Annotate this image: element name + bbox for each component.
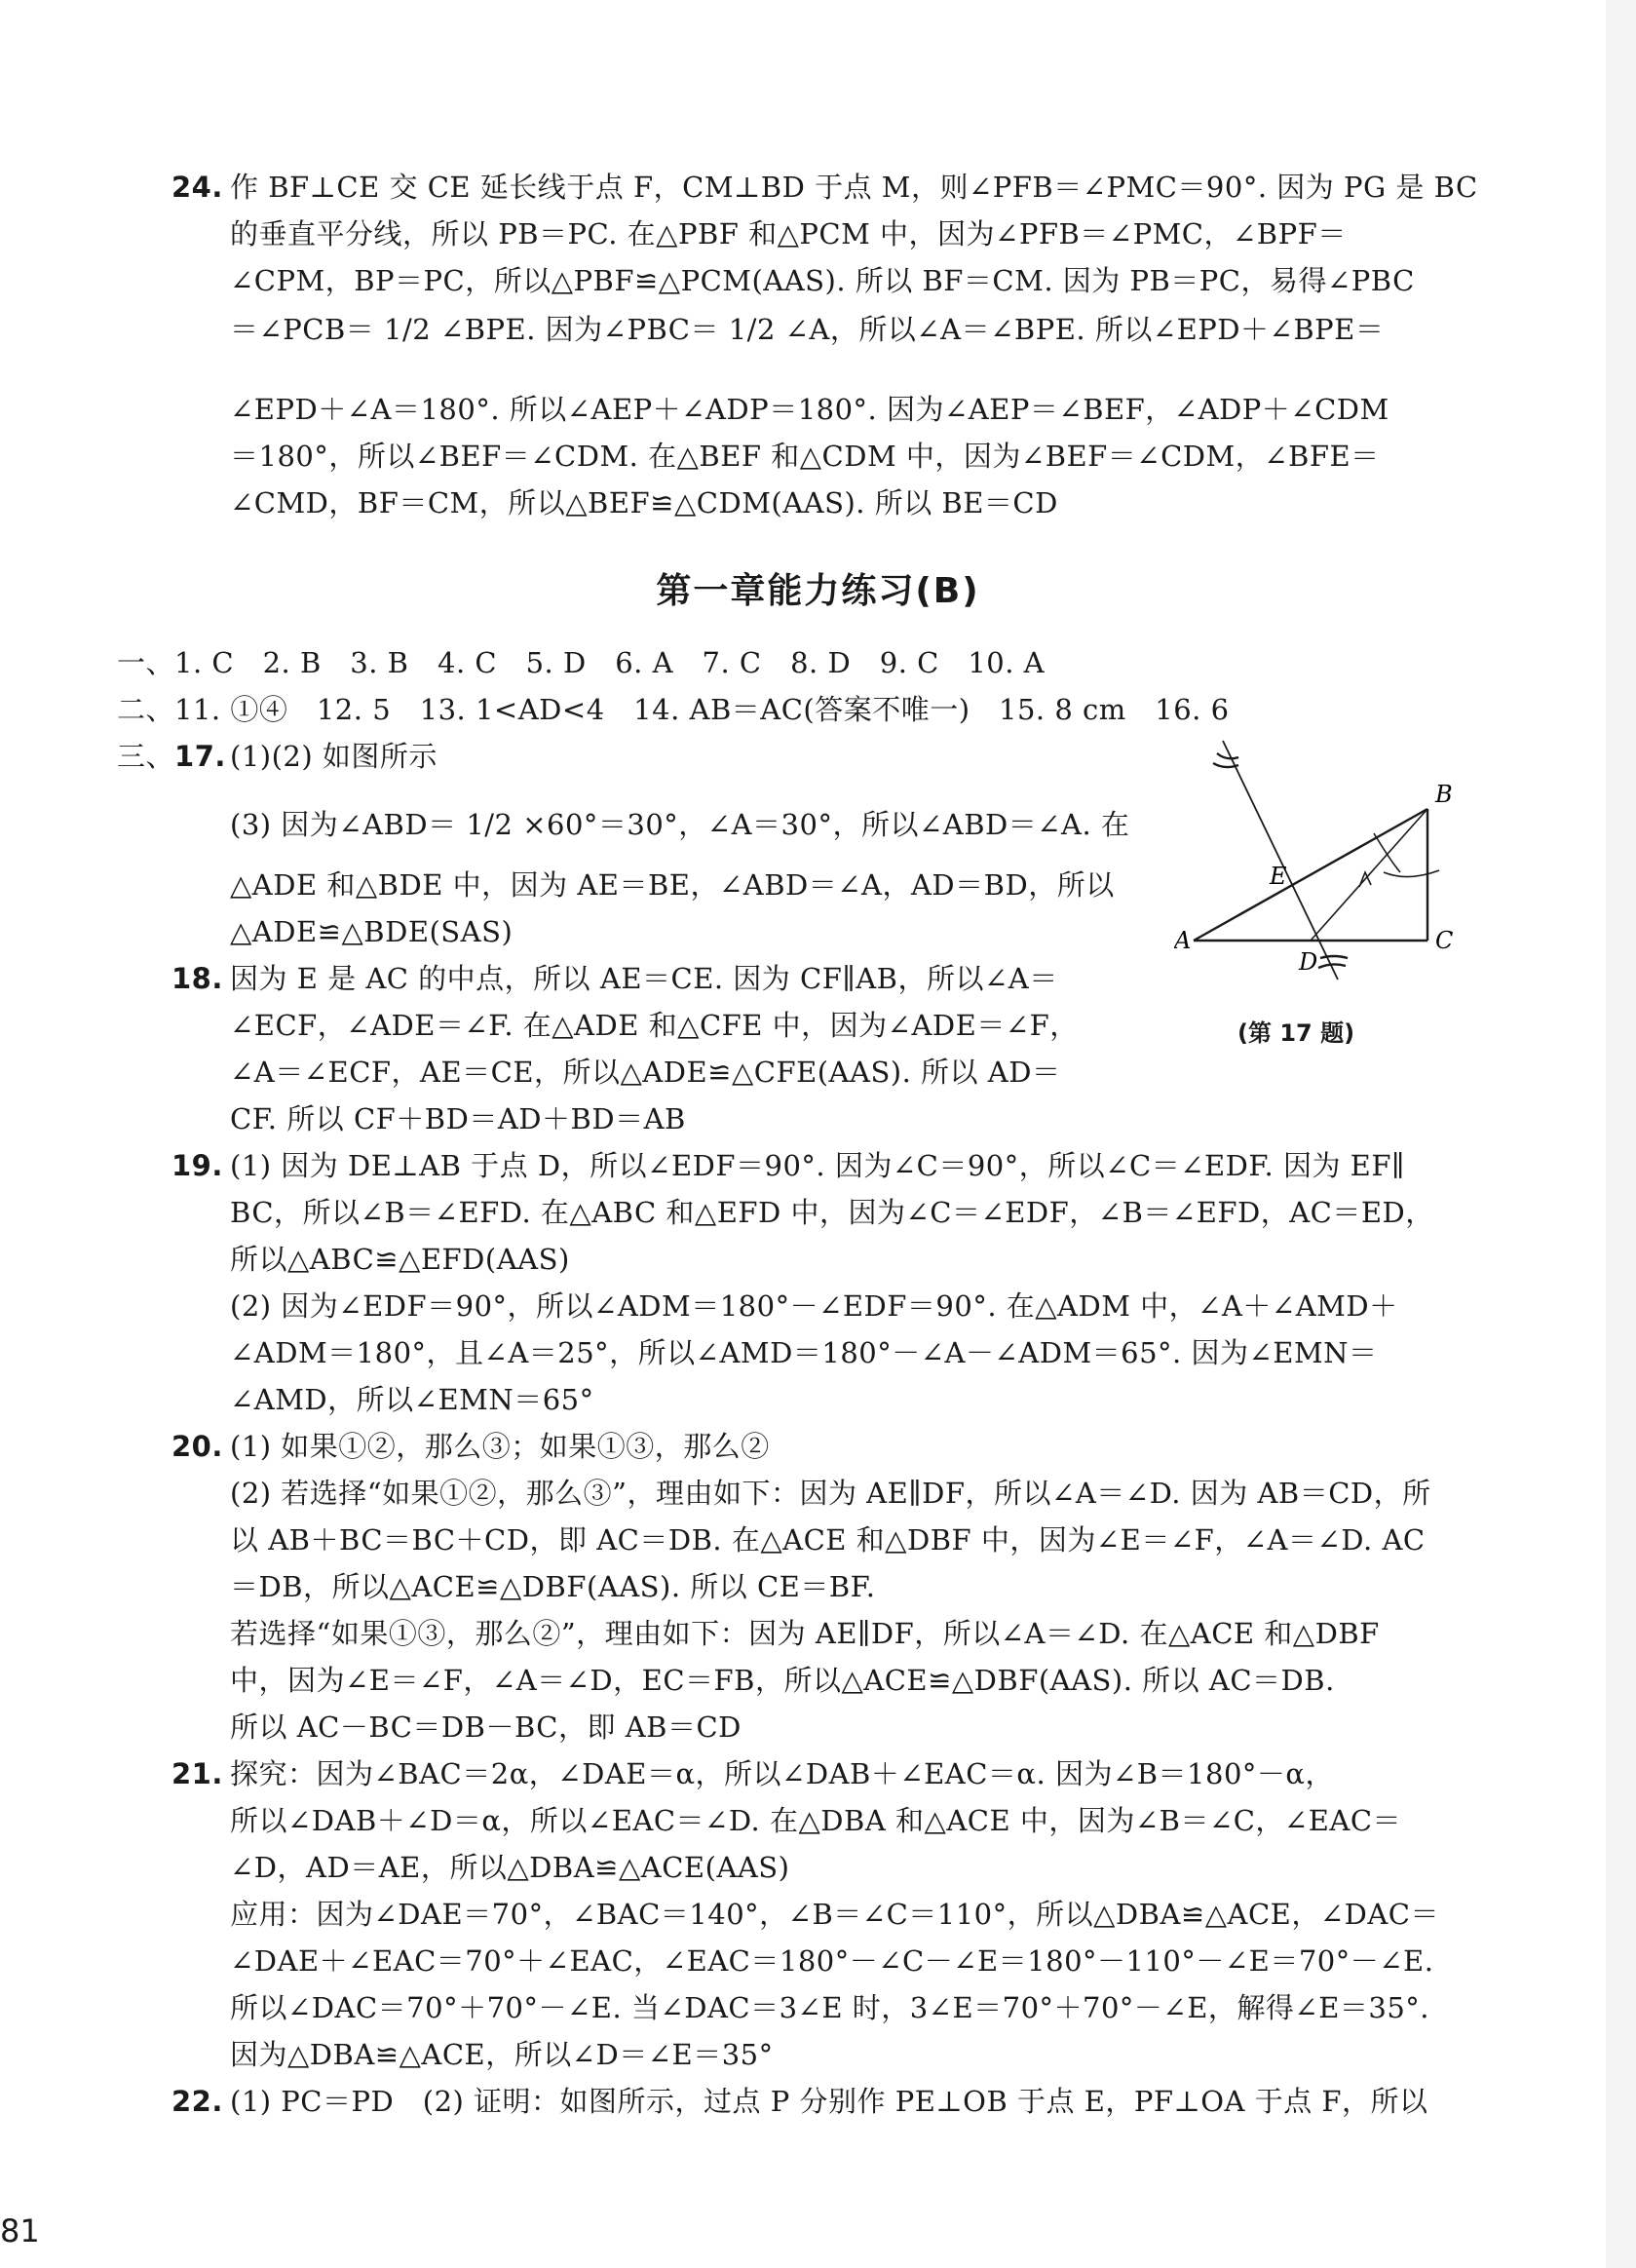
q24-line-7: ∠CMD，BF＝CM，所以△BEF≌△CDM(AAS). 所以 BE＝CD bbox=[230, 486, 1058, 519]
q20-line-4: ＝DB，所以△ACE≌△DBF(AAS). 所以 CE＝BF. bbox=[230, 1570, 876, 1603]
q24-line-5: ∠EPD＋∠A＝180°. 所以∠AEP＋∠ADP＝180°. 因为∠AEP＝∠BEF，∠ADP＋∠CDM bbox=[230, 393, 1389, 426]
q24-line-4: ＝∠PCB＝ 1/2 ∠BPE. 因为∠PBC＝ 1/2 ∠A，所以∠A＝∠BPE. 所以∠EPD＋∠BPE＝ bbox=[230, 313, 1385, 346]
q18-number: 18. bbox=[171, 962, 223, 995]
q18-line-4: CF. 所以 CF＋BD＝AD＋BD＝AB bbox=[230, 1102, 686, 1135]
angle-arc-2 bbox=[1384, 870, 1439, 877]
page-number: 81 bbox=[0, 2212, 40, 2249]
q24-line-2: 的垂直平分线，所以 PB＝PC. 在△PBF 和△PCM 中，因为∠PFB＝∠PMC，∠BPF＝ bbox=[230, 217, 1347, 250]
q21-line-3: ∠D，AD＝AE，所以△DBA≌△ACE(AAS) bbox=[230, 1851, 790, 1884]
q24-number: 24. bbox=[171, 171, 223, 204]
part1-text: 1. C 2. B 3. B 4. C 5. D 6. A 7. C 8. D 9. C 10. A bbox=[174, 646, 1046, 679]
segment-BD bbox=[1311, 809, 1427, 941]
q17-line-1: (1)(2) 如图所示 bbox=[230, 740, 438, 773]
q20-line-6: 中，因为∠E＝∠F，∠A＝∠D，EC＝FB，所以△ACE≌△DBF(AAS). 所以 AC＝DB. bbox=[230, 1664, 1335, 1697]
q21-line-6: 所以∠DAC＝70°＋70°－∠E. 当∠DAC＝3∠E 时，3∠E＝70°＋70°－∠E，解得∠E＝35°. bbox=[230, 1991, 1429, 2024]
part3-label: 三、17. bbox=[117, 740, 226, 773]
label-A: A bbox=[1174, 927, 1192, 954]
section-title: 第一章能力练习(B) bbox=[656, 571, 980, 611]
q24-line-6: ＝180°，所以∠BEF＝∠CDM. 在△BEF 和△CDM 中，因为∠BEF＝∠CDM，∠BFE＝ bbox=[230, 440, 1380, 473]
q17-line-3: △ADE 和△BDE 中，因为 AE＝BE，∠ABD＝∠A，AD＝BD，所以 bbox=[230, 868, 1115, 902]
q21-line-5: ∠DAE＋∠EAC＝70°＋∠EAC，∠EAC＝180°－∠C－∠E＝180°－110°－∠E＝70°－∠E. bbox=[230, 1944, 1434, 1978]
q18-line-3: ∠A＝∠ECF，AE＝CE，所以△ADE≌△CFE(AAS). 所以 AD＝ bbox=[230, 1056, 1061, 1089]
arc-mark-bottom-2 bbox=[1320, 956, 1348, 958]
q20-line-1: (1) 如果①②，那么③；如果①③，那么② bbox=[230, 1430, 770, 1463]
q21-line-4: 应用：因为∠DAE＝70°，∠BAC＝140°，∠B＝∠C＝110°，所以△DBA≌△ACE，∠DAC＝ bbox=[230, 1898, 1439, 1931]
angle-arc-1 bbox=[1374, 833, 1400, 872]
label-D: D bbox=[1299, 948, 1318, 976]
q20-line-7: 所以 AC－BC＝DB－BC，即 AB＝CD bbox=[230, 1711, 742, 1744]
part2-answers bbox=[117, 690, 1230, 729]
q17-line-4: △ADE≌△BDE(SAS) bbox=[230, 915, 514, 948]
q20-number: 20. bbox=[171, 1430, 223, 1463]
q19-line-3: 所以△ABC≌△EFD(AAS) bbox=[230, 1243, 570, 1276]
q19-line-1: (1) 因为 DE⊥AB 于点 D，所以∠EDF＝90°. 因为∠C＝90°，所以∠C＝∠EDF. 因为 EF∥ bbox=[230, 1149, 1405, 1182]
q22-line-1: (1) PC＝PD (2) 证明：如图所示，过点 P 分别作 PE⊥OB 于点 E，PF⊥OA 于点 F，所以 bbox=[230, 2085, 1428, 2118]
q24-line-1: 作 BF⊥CE 交 CE 延长线于点 F，CM⊥BD 于点 M，则∠PFB＝∠PMC＝90°. 因为 PG 是 BC bbox=[230, 171, 1478, 204]
q20-line-5: 若选择“如果①③，那么②”，理由如下：因为 AE∥DF，所以∠A＝∠D. 在△ACE 和△DBF bbox=[230, 1617, 1380, 1650]
q20-line-2: (2) 若选择“如果①②，那么③”，理由如下：因为 AE∥DF，所以∠A＝∠D. 因为 AB＝CD，所 bbox=[230, 1477, 1431, 1510]
q17-number: 17. bbox=[174, 740, 226, 773]
q18-line-2: ∠ECF，∠ADE＝∠F. 在△ADE 和△CFE 中，因为∠ADE＝∠F， bbox=[230, 1009, 1079, 1042]
q22-number: 22. bbox=[171, 2085, 223, 2118]
q21-line-7: 因为△DBA≌△ACE，所以∠D＝∠E＝35° bbox=[230, 2038, 774, 2071]
q24-line-3: ∠CPM，BP＝PC，所以△PBF≌△PCM(AAS). 所以 BF＝CM. 因为 PB＝PC，易得∠PBC bbox=[230, 264, 1415, 297]
q17-geometry-figure bbox=[1174, 736, 1457, 989]
q21-line-1: 探究：因为∠BAC＝2α，∠DAE＝α，所以∠DAB＋∠EAC＝α. 因为∠B＝180°－α， bbox=[230, 1757, 1334, 1790]
figure-caption: (第 17 题) bbox=[1237, 1019, 1355, 1047]
page-edge bbox=[1606, 0, 1636, 2268]
q19-line-2: BC，所以∠B＝∠EFD. 在△ABC 和△EFD 中，因为∠C＝∠EDF，∠B＝∠EFD，AC＝ED， bbox=[230, 1196, 1434, 1229]
q17-line-2: (3) 因为∠ABD＝ 1/2 ×60°＝30°，∠A＝30°，所以∠ABD＝∠A. 在 bbox=[230, 808, 1130, 841]
part2-text: 11. ①④ 12. 5 13. 1<AD<4 14. AB＝AC(答案不唯一) 15. 8 cm 16. 6 bbox=[174, 693, 1230, 726]
q19-number: 19. bbox=[171, 1149, 223, 1182]
perpendicular-bisector bbox=[1223, 741, 1338, 980]
part2-label: 二、 bbox=[117, 693, 175, 726]
label-B: B bbox=[1435, 781, 1453, 808]
q21-number: 21. bbox=[171, 1757, 223, 1790]
arc-mark-top-2 bbox=[1217, 753, 1238, 758]
q19-line-4: (2) 因为∠EDF＝90°，所以∠ADM＝180°－∠EDF＝90°. 在△ADM 中，∠A＋∠AMD＋ bbox=[230, 1289, 1398, 1323]
label-E: E bbox=[1270, 863, 1287, 890]
part1-answers bbox=[117, 643, 1045, 682]
q18-line-1: 因为 E 是 AC 的中点，所以 AE＝CE. 因为 CF∥AB，所以∠A＝ bbox=[230, 962, 1058, 995]
part1-label: 一、 bbox=[117, 646, 175, 679]
q19-line-6: ∠AMD，所以∠EMN＝65° bbox=[230, 1383, 594, 1416]
q20-line-3: 以 AB＋BC＝BC＋CD，即 AC＝DB. 在△ACE 和△DBF 中，因为∠E＝∠F，∠A＝∠D. AC bbox=[230, 1523, 1426, 1557]
q19-line-5: ∠ADM＝180°，且∠A＝25°，所以∠AMD＝180°－∠A－∠ADM＝65°. 因为∠EMN＝ bbox=[230, 1336, 1378, 1369]
q21-line-2: 所以∠DAB＋∠D＝α，所以∠EAC＝∠D. 在△DBA 和△ACE 中，因为∠B＝∠C，∠EAC＝ bbox=[230, 1804, 1402, 1837]
label-C: C bbox=[1435, 927, 1454, 954]
